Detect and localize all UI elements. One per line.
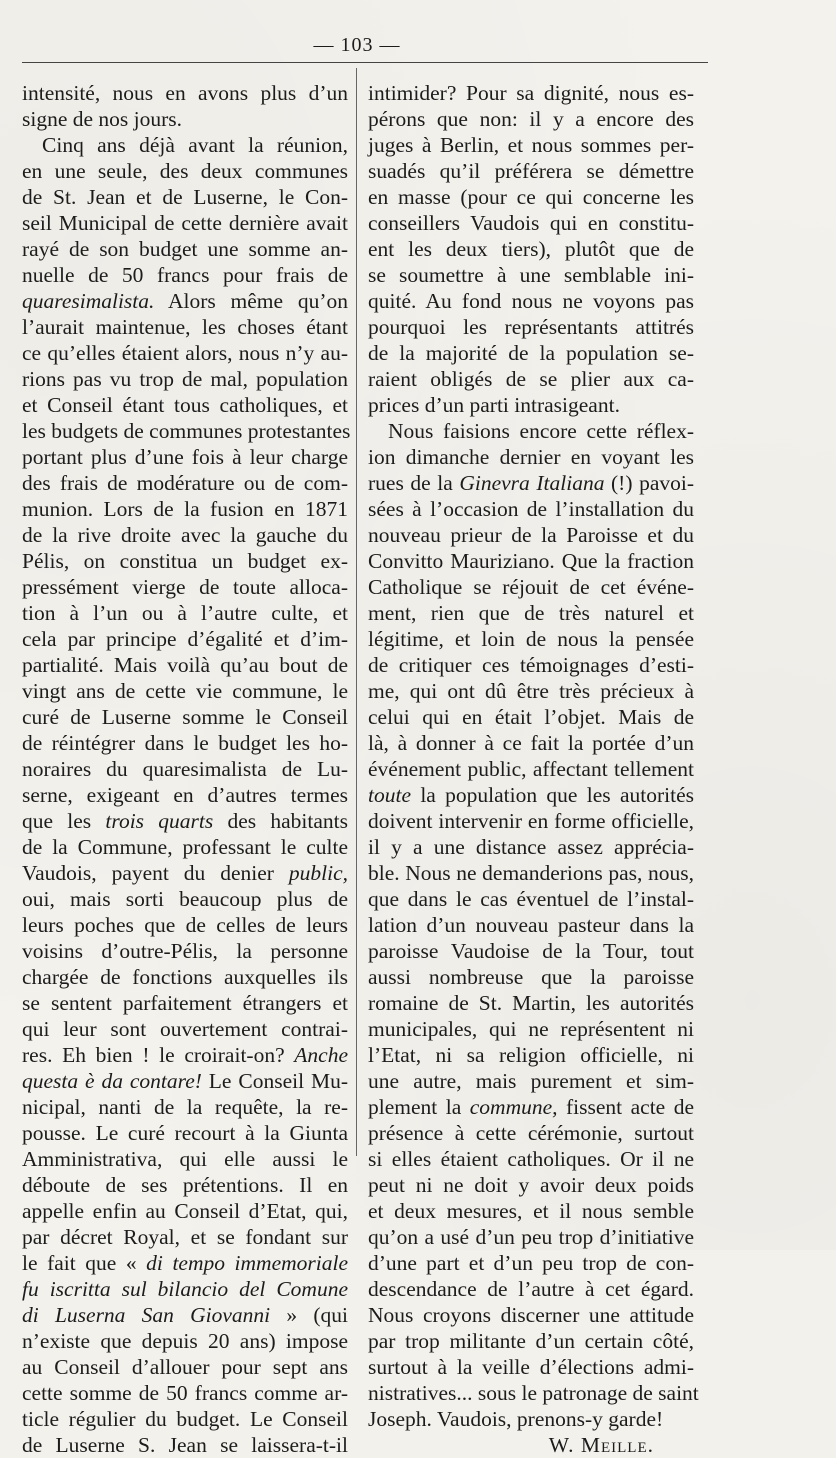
text-line: partialité. Mais voilà qu’au bout de xyxy=(22,653,348,677)
text-line: intensité, nous en avons plus d’un xyxy=(22,81,348,105)
header-rule xyxy=(22,62,708,63)
text-line xyxy=(22,808,348,834)
text-line: raient obligés de se plier aux ca- xyxy=(368,367,694,391)
text-line xyxy=(22,288,348,314)
text-segment: » (qui xyxy=(270,1303,348,1327)
text-line: descendance de l’autre à cet égard. xyxy=(368,1277,694,1301)
italic-text: quaresimalista. xyxy=(22,289,155,313)
text-line: leurs poches que de celles de leurs xyxy=(22,913,348,937)
text-line: de réintégrer dans le budget les ho- xyxy=(22,731,348,755)
text-segment: le fait que « xyxy=(22,1251,147,1275)
text-line: l’Etat, ni sa religion officielle, ni xyxy=(368,1043,694,1067)
text-segment: rues de la xyxy=(368,471,460,495)
text-line: municipales, qui ne représentent ni xyxy=(368,1017,694,1041)
text-line: chargée de fonctions auxquelles ils xyxy=(22,965,348,989)
text-line: oui, mais sorti beaucoup plus de xyxy=(22,887,348,911)
text-line xyxy=(22,860,348,886)
text-line: une autre, mais purement et sim- xyxy=(368,1069,694,1093)
text-line: de St. Jean et de Luserne, le Con- xyxy=(22,185,348,209)
text-line xyxy=(368,782,694,808)
text-segment: Le Conseil Mu- xyxy=(201,1069,348,1093)
text-line: de la rive droite avec la gauche du xyxy=(22,523,348,547)
text-line: se sentent parfaitement étrangers et xyxy=(22,991,348,1015)
text-line: munion. Lors de la fusion en 1871 xyxy=(22,497,348,521)
text-segment: que les xyxy=(22,809,106,833)
text-line: ble. Nous ne demanderions pas, nous, xyxy=(368,861,694,885)
text-line: déboute de ses prétentions. Il en xyxy=(22,1173,348,1197)
text-line: qui leur sont ouvertement contrai- xyxy=(22,1017,348,1041)
text-line: surtout à la veille d’élections admi- xyxy=(368,1355,694,1379)
text-line: n’existe que depuis 20 ans) impose xyxy=(22,1329,348,1353)
text-line: de critiquer ces témoignages d’esti- xyxy=(368,653,694,677)
text-line: seil Municipal de cette dernière avait xyxy=(22,211,348,235)
text-line: prices d’un parti intrasigeant. xyxy=(368,393,620,417)
page-number: — 103 — xyxy=(313,34,401,56)
text-segment: Alors même qu’on xyxy=(154,289,348,313)
left-column xyxy=(22,80,351,1458)
text-line: pérons que non: il y a encore des xyxy=(368,107,694,131)
text-line: des frais de modérature ou de com- xyxy=(22,471,348,495)
text-line: l’aurait maintenue, les choses étant xyxy=(22,315,348,339)
text-line: nouveau prieur de la Paroisse et du xyxy=(368,523,694,547)
text-line xyxy=(368,1094,694,1120)
text-line: ion dimanche dernier en voyant les xyxy=(368,445,694,469)
italic-text: commune, xyxy=(469,1095,558,1119)
text-line: pressément vierge de toute alloca- xyxy=(22,575,348,599)
text-line: nuelle de 50 francs pour frais de xyxy=(22,263,348,287)
text-line: aussi nombreuse que la paroisse xyxy=(368,965,694,989)
text-line: voisins d’outre-Pélis, la personne xyxy=(22,939,348,963)
text-line: Convitto Mauriziano. Que la fraction xyxy=(368,549,694,573)
text-line: légitime, et loin de nous la pensée xyxy=(368,627,694,651)
text-line: en une seule, des deux communes xyxy=(22,159,348,183)
text-line: et deux mesures, et il nous semble xyxy=(368,1199,694,1223)
italic-text: Ginevra Italiana xyxy=(459,471,605,495)
text-line xyxy=(22,1302,348,1328)
text-line: Cinq ans déjà avant la réunion, xyxy=(42,133,348,157)
text-line: événement public, affectant tellement xyxy=(368,757,694,781)
text-line xyxy=(368,470,694,496)
italic-text: fu iscritta sul bilancio del Comune xyxy=(22,1277,348,1301)
italic-text: public, xyxy=(288,861,348,885)
text-line: ce qu’elles étaient alors, nous n’y au- xyxy=(22,341,348,365)
text-line: suadés qu’il préférera se démettre xyxy=(368,159,694,183)
text-line: paroisse Vaudoise de la Tour, tout xyxy=(368,939,694,963)
text-line: les budgets de communes protestantes xyxy=(22,419,351,443)
text-segment: fissent acte de xyxy=(557,1095,694,1119)
text-line xyxy=(22,1068,348,1094)
text-segment: plement la xyxy=(368,1095,470,1119)
text-line: Nous faisions encore cette réflex- xyxy=(388,419,694,443)
text-line: ent les deux tiers), plutôt que de xyxy=(368,237,694,261)
text-line: se soumettre à une semblable ini- xyxy=(368,263,694,287)
text-line: portant plus d’une fois à leur charge xyxy=(22,445,348,469)
text-segment: res. Eh bien ! le croirait-on? xyxy=(22,1043,295,1067)
text-line: lation d’un nouveau pasteur dans la xyxy=(368,913,694,937)
signature-text: W. Meille. xyxy=(548,1433,654,1457)
text-line: vingt ans de cette vie commune, le xyxy=(22,679,348,703)
text-line: qu’on a usé d’un peu trop d’initiative xyxy=(368,1225,694,1249)
text-line: par décret Royal, et se fondant sur xyxy=(22,1225,348,1249)
text-line: si elles étaient catholiques. Or il ne xyxy=(368,1147,694,1171)
text-line: doivent intervenir en forme officielle, xyxy=(368,809,694,833)
text-line xyxy=(22,1042,348,1068)
text-line: rayé de son budget une somme an- xyxy=(22,237,348,261)
text-line: tion à l’un ou à l’autre culte, et xyxy=(22,601,348,625)
text-line: de Luserne S. Jean se laissera-t-il xyxy=(22,1433,348,1457)
column-divider xyxy=(356,68,357,1156)
text-segment: (!) pavoi- xyxy=(604,471,694,495)
text-line: conseillers Vaudois qui en constitu- xyxy=(368,211,694,235)
text-line: romaine de St. Martin, les autorités xyxy=(368,991,694,1015)
text-line: celui qui en était l’objet. Mais de xyxy=(368,705,694,729)
italic-text: toute xyxy=(368,783,411,807)
author-signature xyxy=(368,1432,694,1458)
text-segment: des habitants xyxy=(213,809,348,833)
text-line: me, qui ont dû être très précieux à xyxy=(368,679,694,703)
text-line: pourquoi les représentants attitrés xyxy=(368,315,694,339)
text-line: cette somme de 50 francs comme ar- xyxy=(22,1381,348,1405)
text-line: noraires du quaresimalista de Lu- xyxy=(22,757,348,781)
text-line: par trop militante d’un certain côté, xyxy=(368,1329,694,1353)
text-line: d’une part et d’un peu trop de con- xyxy=(368,1251,694,1275)
text-line: Pélis, on constitua un budget ex- xyxy=(22,549,348,573)
text-line: au Conseil d’allouer pour sept ans xyxy=(22,1355,348,1379)
text-line: curé de Luserne somme le Conseil xyxy=(22,705,348,729)
text-line: Joseph. Vaudois, prenons-y garde! xyxy=(368,1407,664,1431)
text-line: pousse. Le curé recourt à la Giunta xyxy=(22,1121,348,1145)
italic-text: trois quarts xyxy=(105,809,214,833)
text-line: de la Commune, professant le culte xyxy=(22,835,348,859)
italic-text: questa è da contare! xyxy=(22,1069,202,1093)
text-line: peut ni ne doit y avoir deux poids xyxy=(368,1173,694,1197)
text-line: sées à l’occasion de l’installation du xyxy=(368,497,694,521)
text-line xyxy=(22,1276,348,1302)
italic-text: di Luserna San Giovanni xyxy=(22,1303,271,1327)
text-line: et Conseil étant tous catholiques, et xyxy=(22,393,348,417)
text-line: serne, exigeant en d’autres termes xyxy=(22,783,348,807)
text-line: en masse (pour ce qui concerne les xyxy=(368,185,694,209)
text-line: Nous croyons discerner une attitude xyxy=(368,1303,694,1327)
text-line: il y a une distance assez apprécia- xyxy=(368,835,694,859)
right-column xyxy=(368,80,699,1458)
text-line: quité. Au fond nous ne voyons pas xyxy=(368,289,694,313)
text-line xyxy=(22,1250,348,1276)
text-line: intimider? Pour sa dignité, nous es- xyxy=(368,81,694,105)
text-line: cela par principe d’égalité et d’im- xyxy=(22,627,348,651)
text-line: Catholique se réjouit de cet événe- xyxy=(368,575,694,599)
text-segment: la population que les autorités xyxy=(411,783,694,807)
italic-text: Anche xyxy=(294,1043,348,1067)
italic-text: di tempo immemoriale xyxy=(146,1251,348,1275)
text-line: rions pas vu trop de mal, population xyxy=(22,367,348,391)
text-line: nicipal, nanti de la requête, la re- xyxy=(22,1095,348,1119)
text-line: Amministrativa, qui elle aussi le xyxy=(22,1147,348,1171)
text-line: nistratives... sous le patronage de saint xyxy=(368,1381,699,1405)
text-line: de la majorité de la population se- xyxy=(368,341,694,365)
text-line: là, à donner à ce fait la portée d’un xyxy=(368,731,694,755)
text-segment: Vaudois, payent du denier xyxy=(22,861,289,885)
text-line: ticle régulier du budget. Le Conseil xyxy=(22,1407,348,1431)
text-line: ment, rien que de très naturel et xyxy=(368,601,694,625)
text-line: juges à Berlin, et nous sommes per- xyxy=(368,133,694,157)
text-line: que dans le cas éventuel de l’instal- xyxy=(368,887,694,911)
text-line: signe de nos jours. xyxy=(22,107,183,131)
text-line: présence à cette cérémonie, surtout xyxy=(368,1121,694,1145)
text-line: appelle enfin au Conseil d’Etat, qui, xyxy=(22,1199,348,1223)
